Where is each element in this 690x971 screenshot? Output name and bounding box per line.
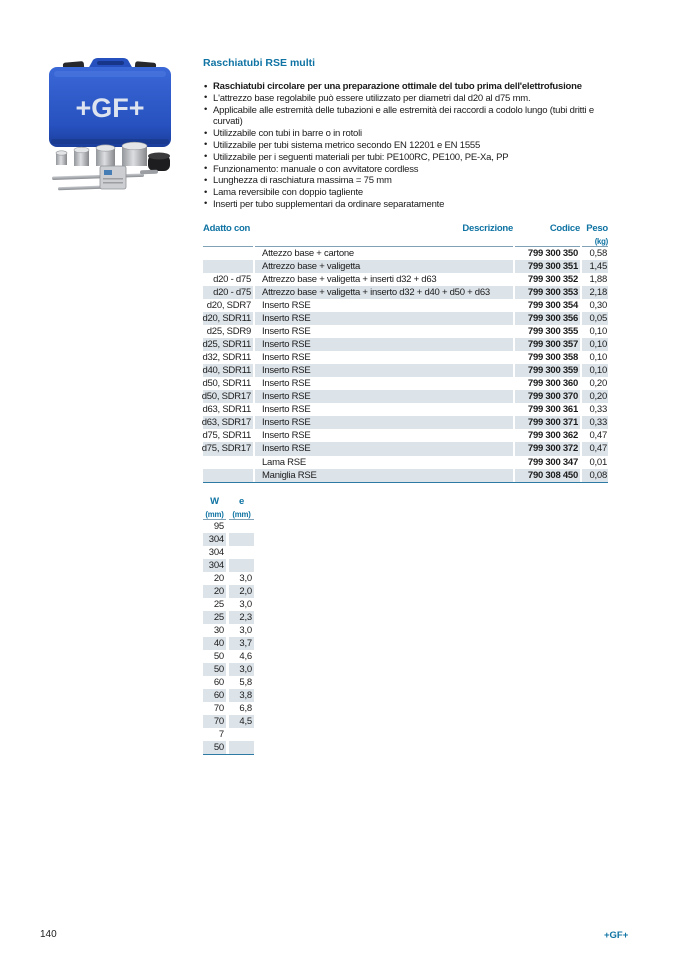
cell-w: 50 (213, 651, 224, 663)
dimension-row (203, 624, 254, 637)
header-e: e (mm) (229, 496, 254, 520)
cell-codice: 799 300 350 (527, 247, 578, 259)
cell-peso: 0,33 (589, 404, 607, 416)
table-row (203, 456, 608, 469)
cell-adatto-con: d20 - d75 (213, 273, 251, 285)
cell-peso: 0,33 (582, 416, 608, 429)
cell-codice: 799 300 356 (515, 312, 580, 325)
dimension-row (203, 637, 254, 650)
table-row (203, 377, 608, 390)
cell-codice: 799 300 362 (527, 430, 578, 442)
cell-descrizione: Inserto RSE (255, 312, 513, 325)
dimension-row (203, 702, 254, 715)
cell-codice: 799 300 355 (527, 326, 578, 338)
cell-adatto-con: d25, SDR11 (202, 339, 251, 351)
cell-e: 4,6 (239, 651, 252, 663)
cell-e (229, 559, 254, 572)
table-row (203, 351, 608, 364)
cell-w: 25 (203, 611, 226, 624)
cell-peso: 0,01 (589, 456, 607, 468)
cell-codice: 799 300 360 (527, 378, 578, 390)
header-codice: Codice (515, 223, 580, 247)
dimensions-table (203, 496, 254, 756)
cell-descrizione: Inserto RSE (255, 442, 513, 455)
feature-list (203, 81, 607, 211)
table-row (203, 416, 608, 429)
cell-descrizione: Lama RSE (262, 456, 306, 468)
table-row (203, 299, 608, 312)
cell-e: 5,8 (239, 677, 252, 689)
dimension-row (203, 741, 254, 754)
cell-peso: 0,05 (582, 312, 608, 325)
dimension-row (203, 728, 254, 741)
cell-peso: 0,47 (582, 442, 608, 455)
cell-descrizione: Inserto RSE (255, 364, 513, 377)
cell-adatto-con: d20 - d75 (203, 286, 253, 299)
parts-table-header (203, 223, 608, 247)
cell-codice: 790 308 450 (515, 469, 580, 482)
cell-descrizione: Attrezzo base + valigetta + inserti d32 + d63 (262, 273, 437, 285)
cell-codice: 799 300 358 (527, 352, 578, 364)
table-row (203, 390, 608, 403)
feature-list-item: • Lama reversibile con doppio tagliente (203, 187, 607, 199)
cell-adatto-con: d75, SDR11 (202, 430, 251, 442)
dimension-row (203, 533, 254, 546)
feature-list-item: • Utilizzabile con tubi in barre o in rotoli (203, 128, 607, 140)
table-row (203, 338, 608, 351)
product-photo (44, 56, 178, 200)
cell-codice: 799 300 347 (527, 456, 578, 468)
brand-logo: +GF+ (604, 930, 629, 941)
cell-descrizione: Attrezzo base + valigetta + inserto d32 + d40 + d50 + d63 (255, 286, 513, 299)
header-w: W (mm) (203, 496, 226, 520)
cell-peso: 0,10 (589, 352, 607, 364)
cell-peso: 2,18 (582, 286, 608, 299)
cell-e (229, 533, 254, 546)
table-row (203, 286, 608, 299)
table-row (203, 260, 608, 273)
parts-table (203, 223, 608, 483)
cell-adatto-con: d75, SDR17 (201, 443, 251, 455)
rubber-knob (148, 153, 170, 172)
cell-descrizione: Maniglia RSE (255, 469, 513, 482)
dimension-row (203, 572, 254, 585)
dimension-row (203, 559, 254, 572)
cell-codice: 799 300 371 (515, 416, 580, 429)
table-row (203, 247, 608, 260)
header-adatto-con: Adatto con (203, 223, 253, 247)
product-photo-illustration (44, 56, 178, 200)
feature-list-item: • Raschiatubi circolare per una preparazione ottimale del tubo prima dell'elettrofusione (203, 81, 607, 93)
cell-adatto-con: d20, SDR7 (206, 299, 251, 311)
table-row (203, 469, 608, 482)
cell-peso: 1,45 (582, 260, 608, 273)
cell-adatto-con: d40, SDR11 (202, 365, 251, 377)
cell-adatto-con (203, 260, 253, 273)
cell-peso: 0,10 (582, 364, 608, 377)
cell-peso: 0,20 (582, 390, 608, 403)
cell-descrizione: Attrezzo base + valigetta (255, 260, 513, 273)
cell-e: 3,0 (239, 625, 252, 636)
content-column (203, 57, 607, 755)
cell-w: 304 (208, 546, 224, 558)
cell-peso: 0,30 (589, 299, 607, 311)
cell-adatto-con: d63, SDR11 (202, 404, 251, 416)
dimensions-table-body (203, 520, 254, 756)
cell-w: 60 (203, 689, 226, 702)
cell-w: 20 (203, 585, 226, 598)
cell-adatto-con: d25, SDR9 (206, 326, 251, 338)
cell-descrizione: Inserto RSE (262, 404, 311, 416)
table-row (203, 442, 608, 455)
cell-descrizione: Inserto RSE (262, 326, 311, 338)
cell-codice: 799 300 354 (527, 299, 578, 311)
cell-peso: 0,47 (589, 430, 607, 442)
feature-list-item: • Applicabile alle estremità delle tubazioni e alle estremità dei raccordi a codolo lungo (tubi dritti e curvati) (203, 105, 607, 129)
cell-peso: 0,10 (582, 338, 608, 351)
cell-codice: 799 300 372 (515, 442, 580, 455)
table-row (203, 312, 608, 325)
cell-e (229, 728, 254, 741)
cell-w: 60 (213, 677, 224, 689)
cell-w: 40 (203, 637, 226, 650)
cell-w: 304 (203, 559, 226, 572)
cell-adatto-con (203, 247, 253, 260)
cell-e: 3,0 (239, 598, 252, 610)
cell-peso: 0,08 (582, 469, 608, 482)
dimension-row (203, 676, 254, 689)
table-row (203, 364, 608, 377)
dimensions-table-header (203, 496, 254, 520)
cell-descrizione: Inserto RSE (255, 338, 513, 351)
dimension-row (203, 689, 254, 702)
cell-adatto-con: d50, SDR11 (202, 378, 251, 390)
cell-codice: 799 300 357 (515, 338, 580, 351)
cell-w: 70 (203, 715, 226, 728)
cell-descrizione: Inserto RSE (255, 390, 513, 403)
feature-list-item: • Utilizzabile per i seguenti materiali per tubi: PE100RC, PE100, PE-Xa, PP (203, 152, 607, 164)
dimension-row (203, 546, 254, 559)
cell-w: 95 (213, 520, 224, 532)
cell-e: 2,3 (229, 611, 254, 624)
header-descrizione: Descrizione (255, 223, 513, 247)
cell-codice: 799 300 351 (515, 260, 580, 273)
table-row (203, 273, 608, 286)
cell-peso: 0,20 (589, 378, 607, 390)
cell-w: 30 (213, 625, 224, 636)
table-row (203, 325, 608, 338)
parts-table-body (203, 247, 608, 483)
cell-e (229, 741, 254, 754)
table-row (203, 429, 608, 442)
cell-w: 25 (213, 598, 224, 610)
dimension-row (203, 611, 254, 624)
dimension-row (203, 520, 254, 533)
cell-peso: 0,10 (589, 326, 607, 338)
page-title: Raschiatubi RSE multi (203, 57, 316, 69)
cell-descrizione: Inserto RSE (262, 378, 311, 390)
cell-descrizione: Attezzo base + cartone (262, 247, 354, 259)
cell-adatto-con (203, 469, 253, 482)
dimension-row (203, 585, 254, 598)
cell-w: 70 (213, 703, 224, 715)
cell-peso: 0,58 (589, 247, 607, 259)
cell-e (229, 546, 254, 559)
cell-adatto-con: d32, SDR11 (202, 352, 251, 364)
cell-adatto-con: d20, SDR11 (202, 313, 251, 325)
cell-codice: 799 300 361 (527, 404, 578, 416)
cell-e: 6,8 (239, 703, 252, 715)
feature-list-item: • L'attrezzo base regolabile può essere utilizzato per diametri dal d20 al d75 mm. (203, 93, 607, 105)
case-logo-text: +GF+ (75, 93, 145, 123)
cell-codice: 799 300 359 (515, 364, 580, 377)
cell-descrizione: Inserto RSE (262, 299, 311, 311)
scraper-tool (52, 166, 158, 190)
cell-e: 3,0 (229, 663, 254, 676)
cell-e: 3,0 (239, 572, 252, 584)
cell-w: 20 (213, 572, 224, 584)
cell-w: 304 (203, 533, 226, 546)
cell-e: 3,7 (229, 637, 254, 650)
feature-list-item: • Funzionamento: manuale o con avvitatore cordless (203, 164, 607, 176)
page-number: 140 (40, 929, 57, 940)
cell-e: 3,8 (229, 689, 254, 702)
cell-w: 7 (218, 729, 224, 741)
dimension-row (203, 598, 254, 611)
cell-adatto-con: d63, SDR17 (201, 417, 251, 429)
table-row (203, 403, 608, 416)
cell-codice: 799 300 353 (515, 286, 580, 299)
cell-adatto-con: d50, SDR17 (201, 391, 251, 403)
dimension-row (203, 715, 254, 728)
cell-codice: 799 300 370 (515, 390, 580, 403)
cell-w: 50 (203, 663, 226, 676)
cell-adatto-con (203, 456, 253, 469)
cell-codice: 799 300 352 (527, 273, 578, 285)
cell-e: 2,0 (229, 585, 254, 598)
cell-descrizione: Inserto RSE (255, 416, 513, 429)
cell-e: 4,5 (229, 715, 254, 728)
dimension-row (203, 663, 254, 676)
header-peso: Peso (kg) (582, 223, 608, 247)
feature-list-item: • Lunghezza di raschiatura massima = 75 mm (203, 175, 607, 187)
cell-descrizione: Inserto RSE (262, 430, 311, 442)
dimension-row (203, 650, 254, 663)
cell-w: 50 (203, 741, 226, 754)
feature-list-item: • Inserti per tubo supplementari da ordinare separatamente (203, 199, 607, 211)
cell-descrizione: Inserto RSE (262, 352, 311, 364)
cell-peso: 1,88 (589, 273, 607, 285)
cell-e (229, 520, 254, 533)
feature-list-item: • Utilizzabile per tubi sistema metrico secondo EN 12201 e EN 1555 (203, 140, 607, 152)
